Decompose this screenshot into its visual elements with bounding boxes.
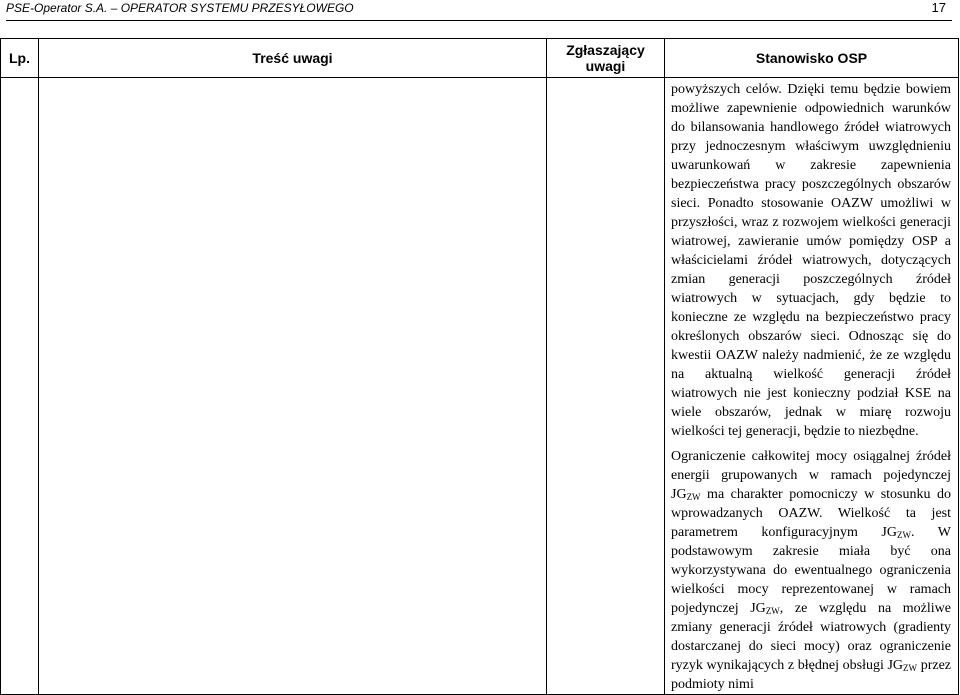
osp-paragraph: powyższych celów. Dzięki temu będzie bowiem możliwe zapewnienie odpowiednich warunków do bilansowania handlowego źródeł wiatrowych przy jednoczesnym właściwym uwzględnieniu uwarunkowań w zakresie zapewnienia bezpieczeństwa pracy poszczególnych obszarów sieci. Ponadto stosowanie OAZW umożliwi w przyszłości, wraz z rozwojem wielkości generacji wiatrowej, zawieranie umów pomiędzy OSP a właścicielami źródeł wiatrowych, dotyczących zmian generacji poszczególnych źródeł wiatrowych w sytuacjach, gdy będzie to konieczne ze względu na bezpieczeństwo pracy określonych obszarów sieci. Odnosząc się do kwestii OAZW należy nadmienić, że ze względu na aktualną wielkość generacji źródeł wiatrowych nie jest konieczny podział KSE na wiele obszarów, jednak w miarę rozwoju wielkości tej generacji, będzie to niezbędne. <box>671 82 951 439</box>
osp-position-text <box>665 78 958 694</box>
cell-lp <box>1 78 39 695</box>
page-number: 17 <box>931 0 946 15</box>
table-header-row <box>1 39 959 78</box>
comments-table <box>0 38 959 695</box>
cell-stanowisko-osp <box>665 78 959 695</box>
column-header-zglaszajacy: Zgłaszający uwagi <box>547 39 665 78</box>
column-header-lp: Lp. <box>1 39 39 78</box>
cell-tresc-uwagi <box>39 78 547 695</box>
column-header-stanowisko-osp: Stanowisko OSP <box>665 39 959 78</box>
column-header-tresc-uwagi: Treść uwagi <box>39 39 547 78</box>
subscript: ZW <box>765 606 780 616</box>
header-rule <box>6 20 952 21</box>
table-row <box>1 78 959 695</box>
subscript: ZW <box>896 530 911 540</box>
subscript: ZW <box>903 663 918 673</box>
osp-paragraph: Ograniczenie całkowitej mocy osiągalnej źródeł energii grupowanych w ramach pojedynczej $JG_{ZW}$ ma charakter pomocniczy w stosunku do wprowadzanych OAZW. Wielkość ta jest parametrem konfiguracyjnym $JG_{ZW}$. W podstawowym zakresie miała być ona wykorzystywana do ewentualnego ograniczenia wielkości mocy reprezentowanej w ramach pojedynczej $JG_{ZW}$, ze względu na możliwe zmiany generacji źródeł wiatrowych (gradienty dostarczanej do sieci mocy) oraz ograniczenie ryzyk wynikających z błędnej obsługi $JG_{ZW}$ przez podmioty nimi <box>671 449 951 692</box>
cell-zglaszajacy <box>547 78 665 695</box>
page-header <box>6 0 952 16</box>
document-title: PSE-Operator S.A. – OPERATOR SYSTEMU PRZESYŁOWEGO <box>6 1 354 15</box>
subscript: ZW <box>686 492 701 502</box>
